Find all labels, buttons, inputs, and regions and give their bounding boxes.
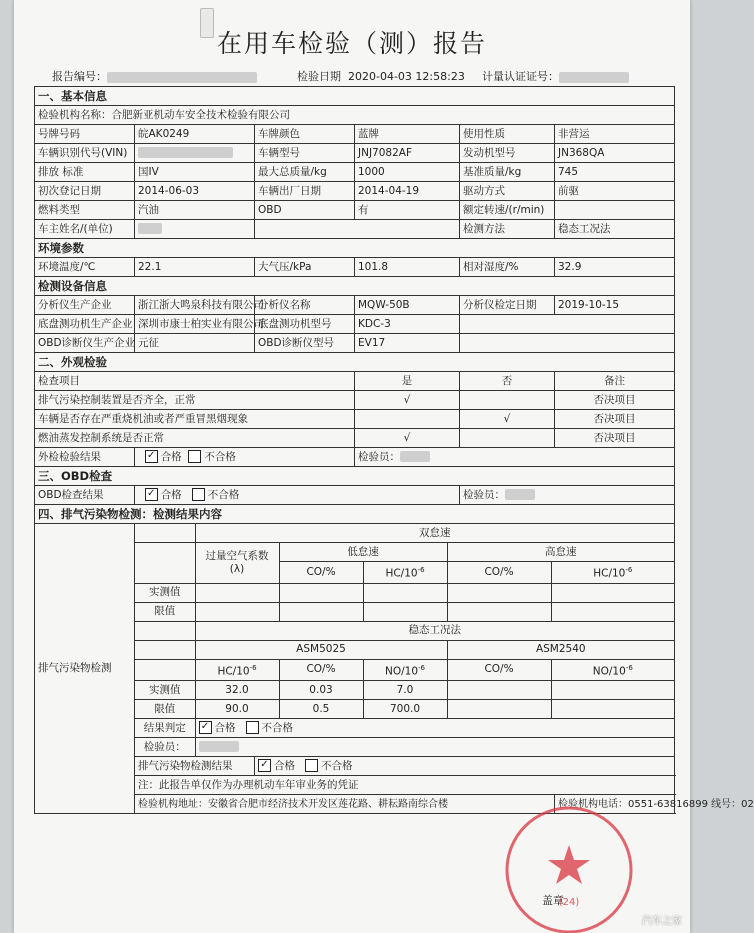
redacted-owner	[138, 223, 162, 234]
col-check-item: 检查项目	[35, 372, 355, 391]
asm-hc-limit: 90.0	[195, 700, 279, 719]
plate-number: 皖AK0249	[135, 125, 255, 144]
obd-tool-maker: 元征	[135, 334, 255, 353]
temperature: 22.1	[135, 258, 255, 277]
obd-result-row	[35, 486, 675, 505]
ref-mass: 745	[555, 163, 675, 182]
check-no	[460, 429, 555, 448]
high-co-label: CO/%	[447, 562, 551, 584]
label-test-method: 检测方法	[460, 220, 555, 239]
asm-no-limit: 700.0	[363, 700, 447, 719]
check-yes	[355, 410, 460, 429]
plate-color: 蓝牌	[355, 125, 460, 144]
check-item: 车辆是否存在严重烧机油或者严重冒黑烟现象	[35, 410, 355, 429]
label-appearance-result: 外检检验结果	[35, 448, 135, 467]
obd-tool-model: EV17	[355, 334, 460, 353]
label-fuel-type: 燃料类型	[35, 201, 135, 220]
label-humidity: 相对湿度/%	[460, 258, 555, 277]
label-obd-result: OBD检查结果	[35, 486, 135, 505]
checkbox-checked-icon: ✓	[145, 450, 158, 463]
label-exhaust-result: 排气污染物检测结果	[135, 757, 255, 776]
reg-date: 2014-06-03	[135, 182, 255, 201]
label-engine-model: 发动机型号	[460, 144, 555, 163]
engine-model: JN368QA	[555, 144, 675, 163]
low-hc-label: $HC/10^{-6}$	[363, 562, 447, 584]
appearance-head	[35, 372, 675, 391]
label-pressure: 大气压/kPa	[255, 258, 355, 277]
label-judgement: 结果判定	[135, 719, 195, 738]
empty-cell	[135, 524, 195, 543]
check-remark: 否决项目	[555, 429, 675, 448]
check-item: 排气污染控制装置是否齐全，正常	[35, 391, 355, 410]
section-appearance: 二、外观检验	[35, 353, 675, 372]
label-temperature: 环境温度/℃	[35, 258, 135, 277]
appearance-row	[35, 391, 675, 410]
label-obd-tool-maker: OBD诊断仪生产企业	[35, 334, 135, 353]
empty-cell	[460, 315, 675, 334]
max-mass: 1000	[355, 163, 460, 182]
asm-no-measured: 7.0	[363, 681, 447, 700]
label-dyno-model: 底盘测功机型号	[255, 315, 355, 334]
section-obd: 三、OBD检查	[35, 467, 675, 486]
exhaust-judgement: ✓ 合格 不合格	[195, 719, 674, 738]
org-phone: 检验机构电话：0551-63816899 线号：02	[555, 795, 675, 814]
empty-cell	[460, 334, 675, 353]
section-exhaust: 四、排气污染物检测：检测结果内容	[35, 505, 675, 524]
asm5025-hc-label: $HC/10^{-6}$	[195, 659, 279, 681]
page-title: 在用车检验（测）报告	[216, 29, 487, 58]
footer-note: 注：此报告单仅作为办理机动车年审业务的凭证	[135, 776, 675, 795]
check-yes: √	[355, 429, 460, 448]
label-use-type: 使用性质	[460, 125, 555, 144]
checkbox-empty-icon	[246, 721, 259, 734]
label-vin: 车辆识别代号(VIN)	[35, 144, 135, 163]
inspection-date: 检验日期 2020-04-03 12:58:23	[297, 70, 465, 83]
label-dyno-maker: 底盘测功机生产企业	[35, 315, 135, 334]
exhaust-result: ✓ 合格 不合格	[255, 757, 675, 776]
asm2540-label: ASM2540	[447, 640, 674, 659]
label-asm-measured: 实测值	[135, 681, 195, 700]
section-basic-info: 一、基本信息	[35, 87, 675, 106]
env-row	[35, 258, 675, 277]
section-equipment: 检测设备信息	[35, 277, 675, 296]
high-idle-label: 高怠速	[447, 543, 674, 562]
exhaust-table	[135, 524, 674, 756]
check-yes: √	[355, 391, 460, 410]
redacted-inspector	[505, 489, 535, 500]
inspection-org: 检验机构名称：合肥新亚机动车安全技术检验有限公司	[35, 106, 675, 125]
drive-type: 前驱	[555, 182, 675, 201]
dyno-maker: 深圳市康士柏实业有限公司	[135, 315, 255, 334]
label-analyzer-maker: 分析仪生产企业	[35, 296, 135, 315]
analyzer-name: MQW-50B	[355, 296, 460, 315]
check-remark: 否决项目	[555, 410, 675, 429]
use-type: 非营运	[555, 125, 675, 144]
checkbox-empty-icon	[305, 759, 318, 772]
checkbox-checked-icon: ✓	[145, 488, 158, 501]
asm5025-no-label: $NO/10^{-6}$	[363, 659, 447, 681]
label-rated-speed: 额定转速/(r/min)	[460, 201, 555, 220]
appearance-row	[35, 410, 675, 429]
asm2540-co-label: CO/%	[447, 659, 551, 681]
watermark: 汽车之家	[642, 916, 682, 927]
col-yes: 是	[355, 372, 460, 391]
exhaust-inspector	[195, 738, 674, 757]
low-co-label: CO/%	[279, 562, 363, 584]
redacted-vin	[138, 147, 233, 158]
basic-row	[35, 182, 675, 201]
emission-standard: 国IV	[135, 163, 255, 182]
checkbox-checked-icon: ✓	[199, 721, 212, 734]
seal-label: 盖章	[542, 894, 564, 907]
redacted-report-number	[107, 72, 257, 83]
asm5025-co-label: CO/%	[279, 659, 363, 681]
humidity: 32.9	[555, 258, 675, 277]
label-obd: OBD	[255, 201, 355, 220]
checkbox-empty-icon	[192, 488, 205, 501]
col-no: 否	[460, 372, 555, 391]
analyzer-maker: 浙江浙大鸣泉科技有限公司	[135, 296, 255, 315]
exhaust-side-label: 排气污染物检测	[35, 524, 135, 814]
label-analyzer-name: 分析仪名称	[255, 296, 355, 315]
double-idle-label: 双怠速	[195, 524, 674, 543]
equipment-row	[35, 315, 675, 334]
label-max-mass: 最大总质量/kg	[255, 163, 355, 182]
label-plate-color: 车牌颜色	[255, 125, 355, 144]
steady-state-label: 稳态工况法	[195, 621, 674, 640]
stamp-number: (24)	[558, 897, 580, 908]
analyzer-cal-date: 2019-10-15	[555, 296, 675, 315]
label-asm-limit: 限值	[135, 700, 195, 719]
asm-co-measured: 0.03	[279, 681, 363, 700]
label-emission-standard: 排放 标准	[35, 163, 135, 182]
check-no	[460, 391, 555, 410]
label-measured: 实测值	[135, 583, 195, 602]
appearance-result-row	[35, 448, 675, 467]
section-environment: 环境参数	[35, 239, 675, 258]
label-ref-mass: 基准质量/kg	[460, 163, 555, 182]
empty-cell	[255, 220, 460, 239]
equipment-row	[35, 334, 675, 353]
manuf-date: 2014-04-19	[355, 182, 460, 201]
official-stamp	[484, 800, 634, 920]
test-method: 稳态工况法	[555, 220, 675, 239]
col-remark: 备注	[555, 372, 675, 391]
basic-row	[35, 201, 675, 220]
redacted-inspector	[400, 451, 430, 462]
owner	[135, 220, 255, 239]
vin	[135, 144, 255, 163]
checkbox-empty-icon	[188, 450, 201, 463]
obd: 有	[355, 201, 460, 220]
label-limit: 限值	[135, 602, 195, 621]
org-address: 检验机构地址：安徽省合肥市经济技术开发区莲花路、耕耘路南综合楼	[135, 795, 555, 814]
asm-hc-measured: 32.0	[195, 681, 279, 700]
label-reg-date: 初次登记日期	[35, 182, 135, 201]
asm-co-limit: 0.5	[279, 700, 363, 719]
label-drive-type: 驱动方式	[460, 182, 555, 201]
appearance-result: ✓ 合格 不合格	[135, 448, 355, 467]
basic-row	[35, 144, 675, 163]
pressure: 101.8	[355, 258, 460, 277]
fuel-type: 汽油	[135, 201, 255, 220]
label-vehicle-model: 车辆型号	[255, 144, 355, 163]
certification-number: 计量认证证号：	[482, 68, 629, 84]
label-manuf-date: 车辆出厂日期	[255, 182, 355, 201]
basic-row	[35, 163, 675, 182]
equipment-row	[35, 296, 675, 315]
rated-speed	[555, 201, 675, 220]
obd-inspector: 检验员：	[460, 486, 675, 505]
high-hc-label: $HC/10^{-6}$	[551, 562, 674, 584]
check-no: √	[460, 410, 555, 429]
lambda-label: 过量空气系数(λ)	[195, 543, 279, 584]
empty-cell	[135, 543, 195, 584]
check-remark: 否决项目	[555, 391, 675, 410]
check-item: 燃油蒸发控制系统是否正常	[35, 429, 355, 448]
redacted-inspector	[199, 741, 239, 752]
label-owner: 车主姓名/(单位)	[35, 220, 135, 239]
label-obd-tool-model: OBD诊断仪型号	[255, 334, 355, 353]
exhaust-grid	[135, 524, 675, 757]
asm5025-label: ASM5025	[195, 640, 447, 659]
low-idle-label: 低怠速	[279, 543, 447, 562]
dyno-model: KDC-3	[355, 315, 460, 334]
redacted-cert-number	[559, 72, 629, 83]
report-table	[34, 86, 754, 814]
basic-row	[35, 220, 675, 239]
label-analyzer-cal-date: 分析仪检定日期	[460, 296, 555, 315]
appearance-inspector: 检验员：	[355, 448, 675, 467]
checkbox-checked-icon: ✓	[258, 759, 271, 772]
basic-row	[35, 125, 675, 144]
label-exhaust-inspector: 检验员：	[135, 738, 195, 757]
appearance-row	[35, 429, 675, 448]
asm2540-no-label: $NO/10^{-6}$	[551, 659, 674, 681]
vehicle-model: JNJ7082AF	[355, 144, 460, 163]
report-paper	[14, 0, 754, 933]
label-plate-number: 号牌号码	[35, 125, 135, 144]
obd-result: ✓ 合格 不合格	[135, 486, 460, 505]
report-number: 报告编号：	[52, 68, 257, 84]
